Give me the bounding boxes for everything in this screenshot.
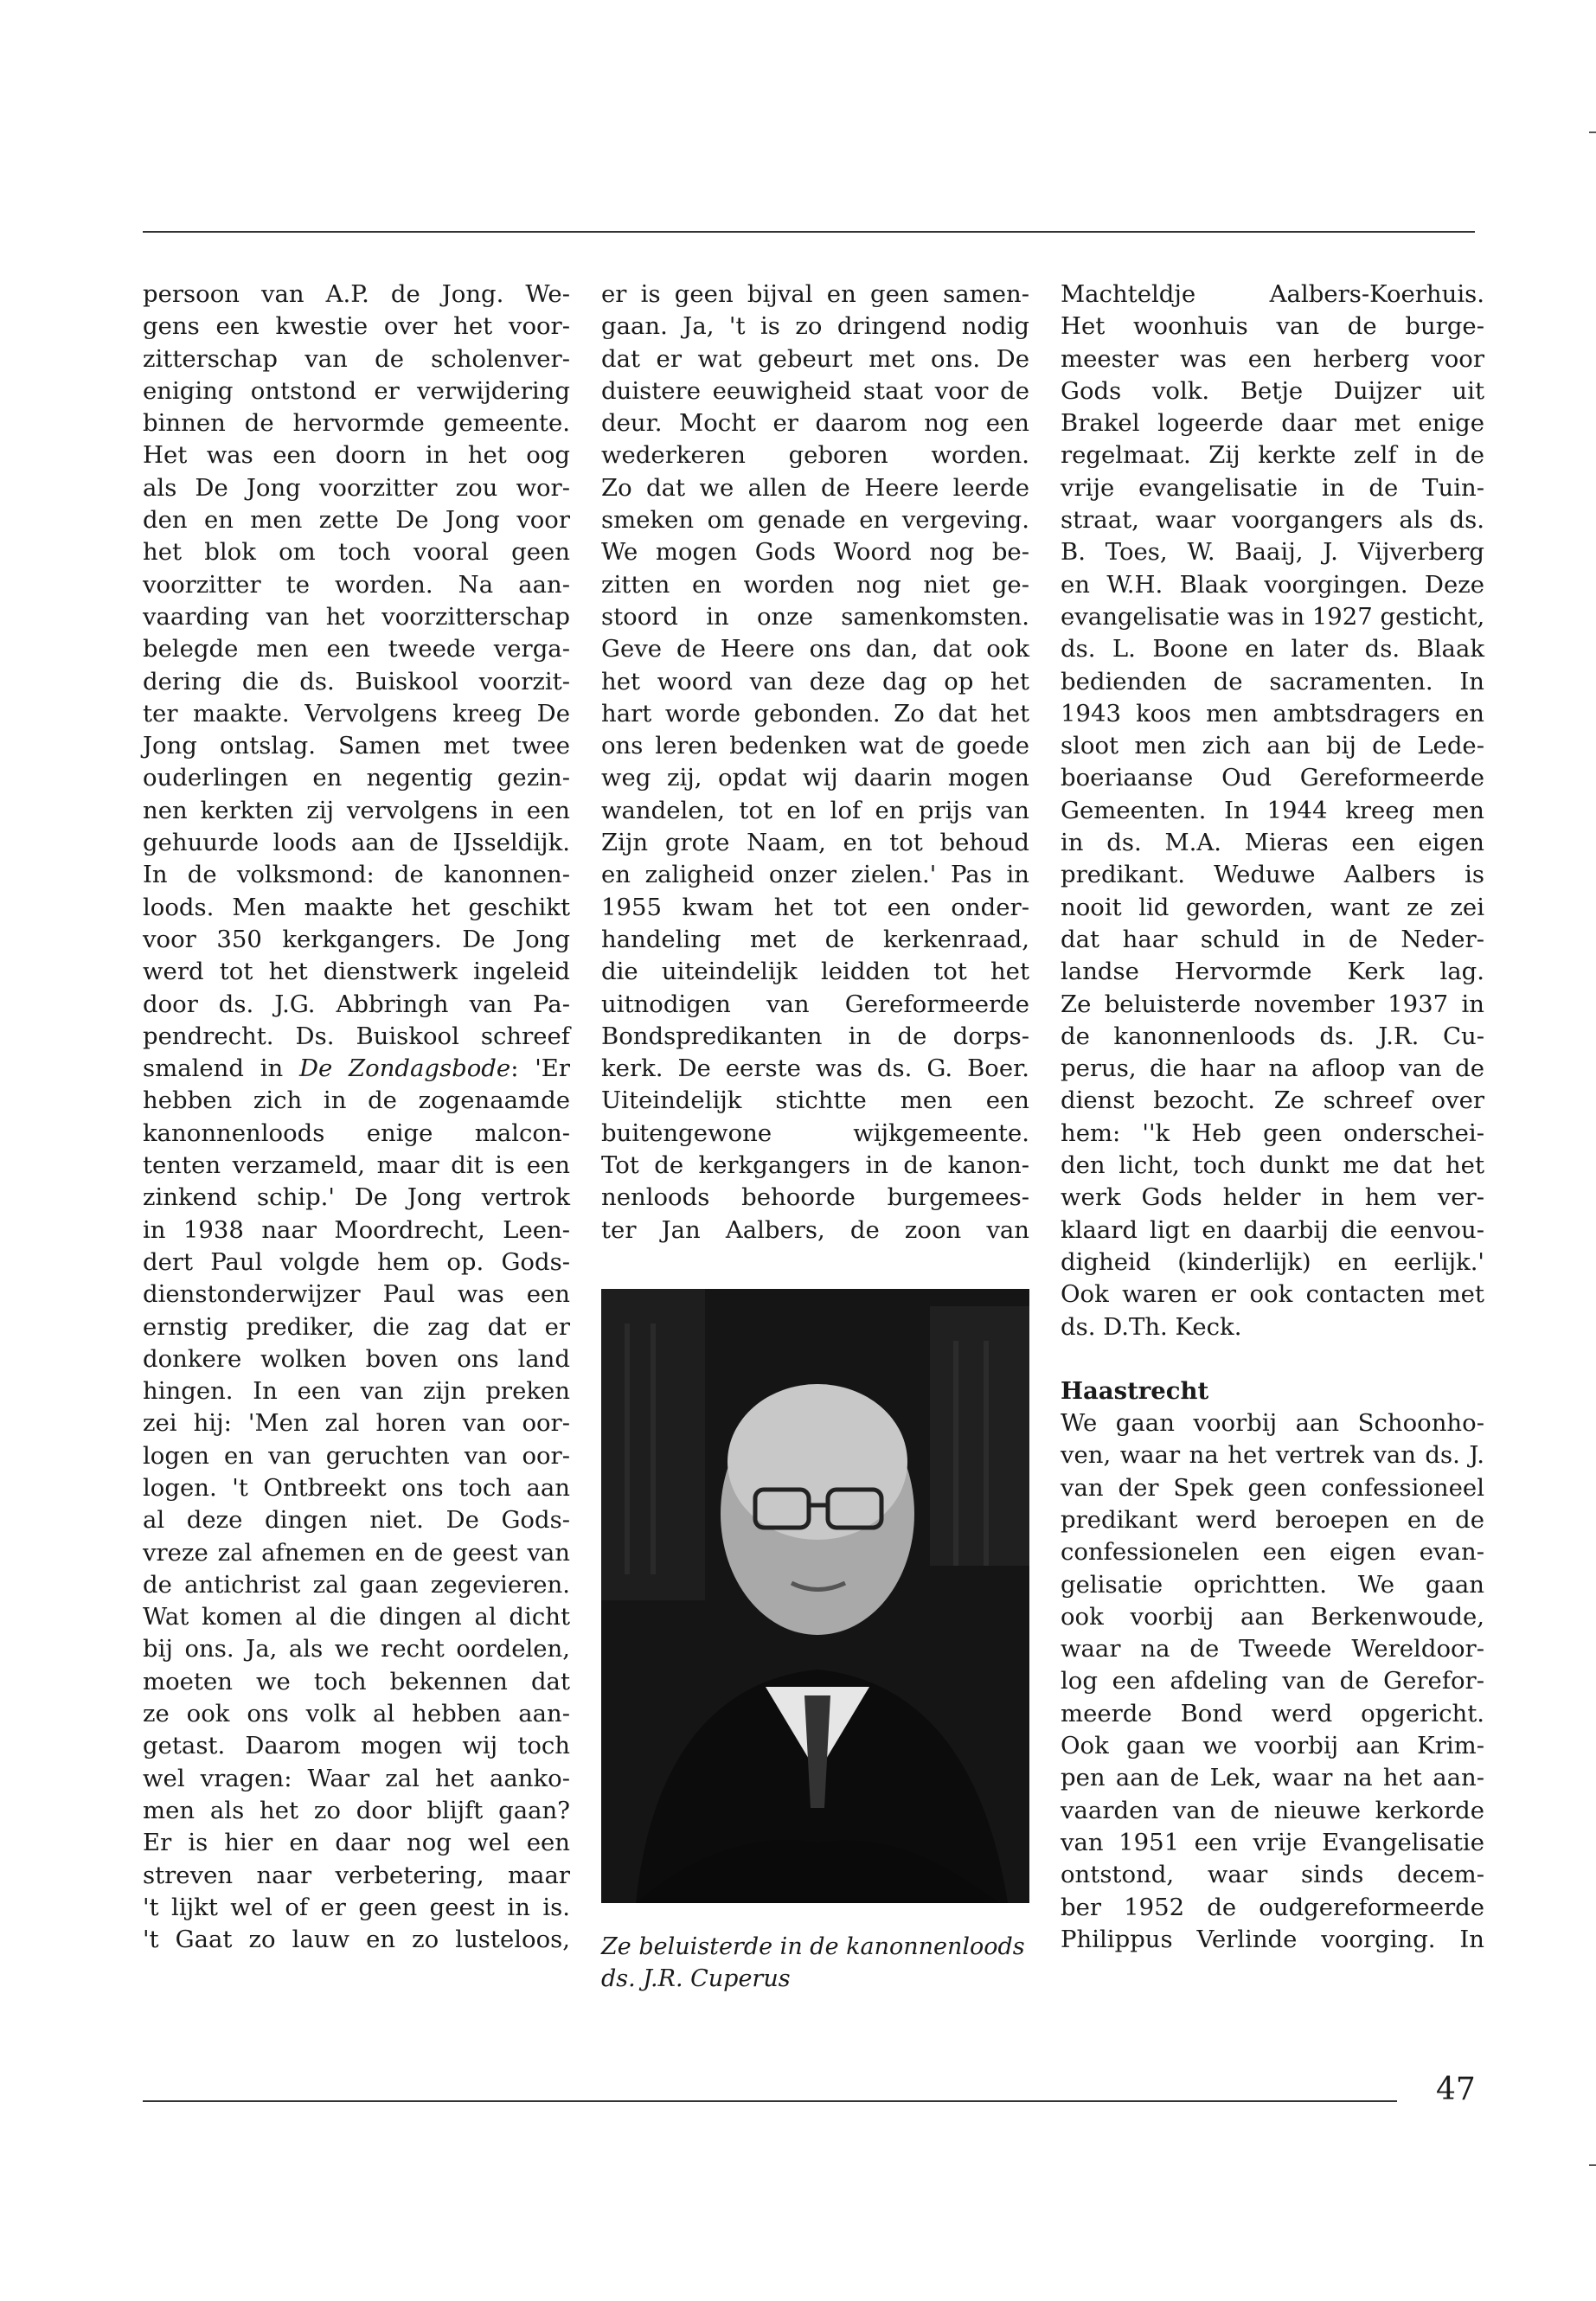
text-line: getast. Daarom mogen wij toch: [143, 1732, 570, 1760]
text-line: confessionelen een eigen evan-: [1061, 1538, 1484, 1567]
text-line: en W.H. Blaak voorgingen. Deze: [1061, 570, 1484, 599]
text-line: werd tot het dienstwerk ingeleid: [143, 958, 570, 986]
text-line: van 1951 een vrije Evangelisatie: [1061, 1828, 1484, 1856]
text-line: dert Paul volgde hem op. Gods-: [143, 1247, 570, 1276]
text-line: persoon van A.P. de Jong. We-: [143, 280, 570, 308]
text-line: pendrecht. Ds. Buiskool schreef: [143, 1022, 570, 1050]
text-line: gens een kwestie over het voor-: [143, 312, 570, 341]
text-line: loods. Men maakte het geschikt: [143, 893, 570, 921]
text-line: Uiteindelijk stichtte men een: [601, 1086, 1029, 1115]
text-line: digheid (kinderlijk) en eerlijk.': [1061, 1247, 1484, 1276]
text-line: wel vragen: Waar zal het aankо-: [143, 1764, 570, 1792]
text-line: regelmaat. Zij kerkte zelf in de: [1061, 441, 1484, 470]
column-1: [143, 279, 570, 1956]
text-line: die uiteindelijk leidden tot het: [601, 958, 1029, 986]
text-line: ontstond, waar sinds decem-: [1061, 1861, 1484, 1889]
margin-tick: [1589, 131, 1596, 133]
text-line: ber 1952 de oudgereformeerde: [1061, 1893, 1484, 1921]
text-line: bedienden de sacramenten. In: [1061, 667, 1484, 695]
text-line: dat er wat gebeurt met ons. De: [601, 344, 1029, 373]
text-line: wandelen, tot en lof en prijs van: [601, 796, 1029, 824]
text-line: ons leren bedenken wat de goede: [601, 732, 1029, 760]
text-line: ds. D.Th. Keck.: [1061, 1312, 1242, 1341]
text-line: zitten en worden nog niet ge-: [601, 570, 1029, 599]
text-line: Bondspredikanten in de dorps-: [601, 1022, 1029, 1050]
text-line: als De Jong voorzitter zou wor-: [143, 473, 570, 502]
text-line: Tot de kerkgangers in de kanon-: [601, 1151, 1029, 1180]
text-line: landse Hervormde Kerk lag.: [1061, 958, 1484, 986]
text-line: binnen de hervormde gemeente.: [143, 409, 570, 438]
text-line: er is geen bijval en geen samen-: [601, 280, 1029, 308]
text-line: werk Gods helder in hem ver-: [1061, 1183, 1484, 1212]
text-line: hebben zich in de zogenaamde: [143, 1086, 570, 1115]
text-line: van der Spek geen confessioneel: [1061, 1473, 1484, 1502]
text-line: de antichrist zal gaan zegevieren.: [143, 1570, 570, 1599]
text-line: Machteldje Aalbers-Koerhuis.: [1061, 280, 1484, 308]
text-line: in ds. M.A. Mieras een eigen: [1061, 829, 1484, 857]
text-line: vrije evangelisatie in de Tuin-: [1061, 473, 1484, 502]
text-line: vreze zal afnemen en de geest van: [143, 1538, 570, 1567]
text-line: zitterschap van de scholenver-: [143, 344, 570, 373]
text-line: zinkend schip.' De Jong vertrok: [143, 1183, 570, 1212]
text-line: stoord in onze samenkomsten.: [601, 602, 1029, 631]
text-line: ouderlingen en negentig gezin-: [143, 764, 570, 792]
text-line: ter maakte. Vervolgens kreeg De: [143, 699, 570, 727]
margin-tick: [1589, 2164, 1596, 2166]
text-line: ook voorbij aan Berkenwoude,: [1061, 1602, 1484, 1631]
text-line: en zaligheid onzer zielen.' Pas in: [601, 861, 1029, 889]
text-line: moeten we toch bekennen dat: [143, 1667, 570, 1695]
section-heading: Haastrecht: [1061, 1376, 1209, 1405]
text-line: al deze dingen niet. De Gods-: [143, 1506, 570, 1535]
text-line: klaard ligt en daarbij die eenvou-: [1061, 1215, 1484, 1244]
text-line: de kanonnenloods ds. J.R. Cu-: [1061, 1022, 1484, 1050]
text-line: nenloods behoorde burgemees-: [601, 1183, 1029, 1212]
text-line: Gods volk. Betje Duijzer uit: [1061, 376, 1484, 405]
text-line: smalend in De Zondagsbode: 'Er: [143, 1054, 570, 1083]
text-line: het blok om toch vooral geen: [143, 538, 570, 567]
text-line: meerde Bond werd opgericht.: [1061, 1699, 1484, 1727]
text-line: den licht, toch dunkt me dat het: [1061, 1151, 1484, 1180]
text-line: hingen. In een van zijn preken: [143, 1377, 570, 1406]
bottom-rule: [143, 2100, 1397, 2102]
text-line: nen kerkten zij vervolgens in een: [143, 796, 570, 824]
text-line: vaarden van de nieuwe kerkorde: [1061, 1796, 1484, 1824]
text-line: Het woonhuis van de burge-: [1061, 312, 1484, 341]
text-line: sloot men zich aan bij de Lede-: [1061, 732, 1484, 760]
text-line: B. Toes, W. Baaij, J. Vijverberg: [1061, 538, 1484, 567]
text-line: bij ons. Ja, als we recht oordelen,: [143, 1635, 570, 1663]
text-line: ds. L. Boone en later ds. Blaak: [1061, 635, 1484, 663]
text-line: ven, waar na het vertrek van ds. J.: [1061, 1441, 1484, 1470]
text-line: ze ook ons volk al hebben aan-: [143, 1700, 570, 1728]
text-line: We gaan voorbij aan Schoonho-: [1061, 1409, 1484, 1438]
text-line: perus, die haar na afloop van de: [1061, 1054, 1484, 1083]
text-line: kanonnenloods enige malcon-: [143, 1118, 570, 1147]
text-line: dat haar schuld in de Neder-: [1061, 925, 1484, 953]
text-line: deur. Mocht er daarom nog een: [601, 409, 1029, 438]
text-line: men als het zo door blijft gaan?: [143, 1796, 570, 1824]
photo-caption: Ze beluisterde in de kanonnenloods ds. J.R. Cuperus: [601, 1933, 1025, 1992]
text-line: uitnodigen van Gereformeerde: [601, 990, 1029, 1018]
text-line: wederkeren geboren worden.: [601, 441, 1029, 470]
text-line: Ook waren er ook contacten met: [1061, 1280, 1484, 1309]
text-line: gehuurde loods aan de IJsseldijk.: [143, 829, 570, 857]
text-line: meester was een herberg voor: [1061, 344, 1484, 373]
text-line: evangelisatie was in 1927 gesticht,: [1061, 602, 1485, 631]
text-line: Zo dat we allen de Heere leerde: [601, 473, 1029, 502]
text-line: Wat komen al die dingen al dicht: [143, 1603, 570, 1631]
text-line: ernstig prediker, die zag dat er: [143, 1312, 570, 1341]
text-line: 1943 koos men ambtsdragers en: [1061, 699, 1484, 727]
text-line: logen. 't Ontbreekt ons toch aan: [143, 1473, 570, 1502]
text-line: pen aan de Lek, waar na het aan-: [1061, 1764, 1484, 1792]
text-line: Jong ontslag. Samen met twee: [143, 732, 570, 760]
text-line: streven naar verbetering, maar: [143, 1861, 570, 1889]
text-line: zei hij: 'Men zal horen van oor-: [143, 1409, 570, 1438]
page-number: 47: [1436, 2072, 1476, 2107]
text-line: het woord van deze dag op het: [601, 667, 1029, 695]
text-line: nooit lid geworden, want ze zei: [1061, 893, 1484, 921]
text-line: Brakel logeerde daar met enige: [1061, 409, 1484, 438]
text-line: door ds. J.G. Abbringh van Pa-: [143, 990, 570, 1018]
text-line: buitengewone wijkgemeente.: [601, 1118, 1029, 1147]
text-line: duistere eeuwigheid staat voor de: [601, 376, 1029, 405]
text-line: vaarding van het voorzitterschap: [143, 602, 570, 631]
text-line: handeling met de kerkenraad,: [601, 925, 1029, 953]
text-line: In de volksmond: de kanonnen-: [143, 861, 570, 889]
text-line: predikant. Weduwe Aalbers is: [1061, 861, 1484, 889]
text-line: gaan. Ja, 't is zo dringend nodig: [601, 312, 1029, 341]
column-3: [1061, 279, 1484, 1956]
text-line: hem: ''k Heb geen onderschei-: [1061, 1118, 1484, 1147]
text-line: dering die ds. Buiskool voorzit-: [143, 667, 570, 695]
text-line: Gemeenten. In 1944 kreeg men: [1061, 796, 1484, 824]
text-line: gelisatie oprichtten. We gaan: [1061, 1570, 1484, 1599]
text-line: We mogen Gods Woord nog be-: [601, 538, 1029, 567]
text-line: kerk. De eerste was ds. G. Boer.: [601, 1054, 1029, 1083]
text-line: waar na de Tweede Wereldoor-: [1061, 1635, 1484, 1663]
top-rule: [143, 231, 1475, 233]
text-line: voor 350 kerkgangers. De Jong: [143, 925, 570, 953]
text-line: 't lijkt wel of er geen geest in is.: [143, 1893, 570, 1921]
text-line: 't Gaat zo lauw en zo lusteloos,: [143, 1926, 570, 1954]
text-line: logen en van geruchten van oor-: [143, 1441, 570, 1470]
text-line: belegde men een tweede verga-: [143, 635, 570, 663]
text-line: dienst bezocht. Ze schreef over: [1061, 1086, 1484, 1115]
text-line: weg zij, opdat wij daarin mogen: [601, 764, 1029, 792]
portrait-image: [601, 1289, 1029, 1903]
text-line: 1955 kwam het tot een onder-: [601, 893, 1029, 921]
text-line: donkere wolken boven ons land: [143, 1344, 570, 1373]
text-line: log een afdeling van de Gerefor-: [1061, 1667, 1484, 1695]
text-line: Ze beluisterde november 1937 in: [1061, 990, 1484, 1018]
text-line: ter Jan Aalbers, de zoon van: [601, 1215, 1029, 1244]
text-line: smeken om genade en vergeving.: [601, 506, 1029, 535]
text-line: Er is hier en daar nog wel een: [143, 1829, 570, 1857]
text-line: Ook gaan we voorbij aan Krim-: [1061, 1732, 1484, 1760]
text-line: Geve de Heere ons dan, dat ook: [601, 635, 1029, 663]
text-line: Philippus Verlinde voorging. In: [1061, 1925, 1484, 1953]
text-line: voorzitter te worden. Na aan-: [143, 570, 570, 599]
text-line: predikant werd beroepen en de: [1061, 1505, 1484, 1534]
text-line: boeriaanse Oud Gereformeerde: [1061, 764, 1484, 792]
text-line: in 1938 naar Moordrecht, Leen-: [143, 1215, 570, 1244]
text-line: tenten verzameld, maar dit is een: [143, 1151, 570, 1180]
portrait-photo: [601, 1289, 1029, 1903]
text-line: straat, waar voorgangers als ds.: [1061, 506, 1484, 535]
text-line: hart worde gebonden. Zo dat het: [601, 699, 1029, 727]
column-2: [601, 279, 1029, 1247]
text-line: Zijn grote Naam, en tot behoud: [601, 829, 1029, 857]
text-line: Het was een doorn in het oog: [143, 441, 570, 470]
text-line: eniging ontstond er verwijdering: [143, 376, 570, 405]
text-line: den en men zette De Jong voor: [143, 506, 570, 535]
text-line: dienstonderwijzer Paul was een: [143, 1280, 570, 1309]
